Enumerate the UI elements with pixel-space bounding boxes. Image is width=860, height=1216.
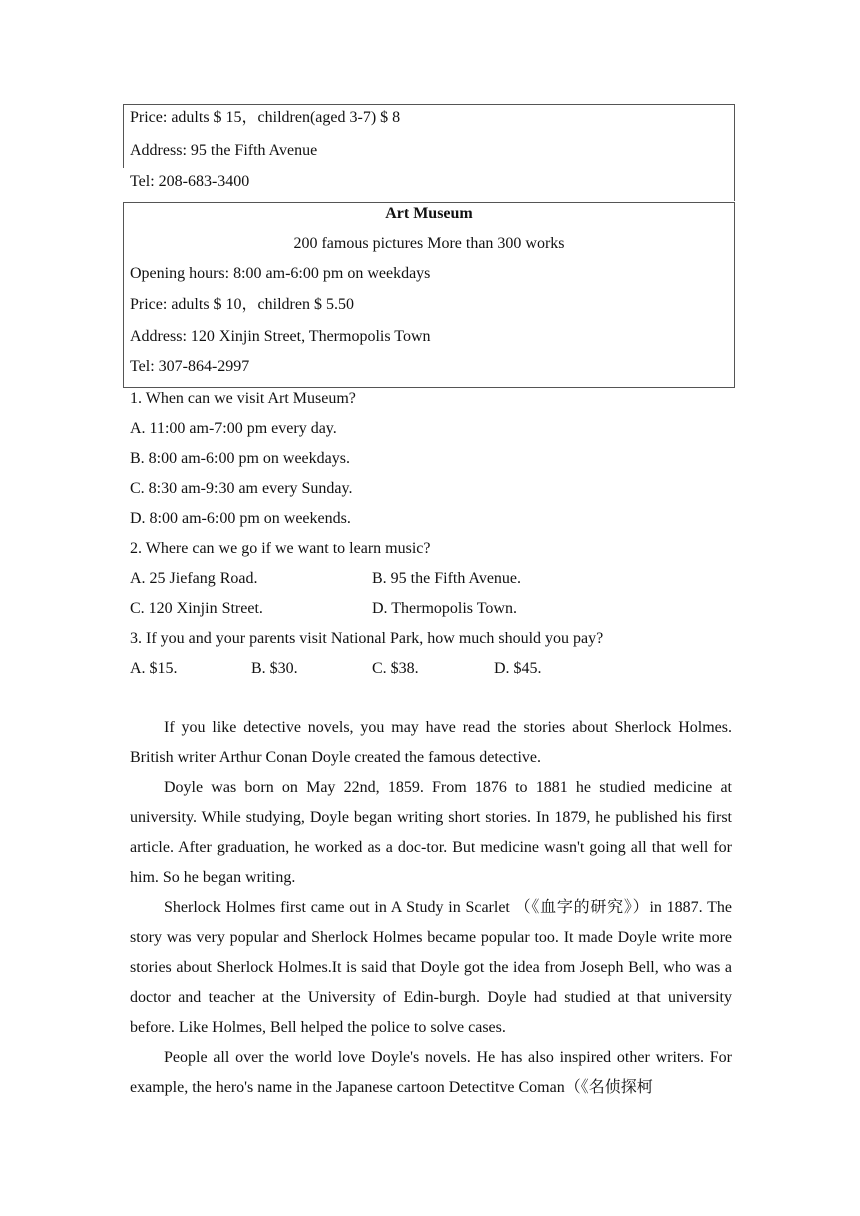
q1-option-a: A. 11:00 am-7:00 pm every day. bbox=[130, 420, 337, 437]
q3-option-c: C. $38. bbox=[372, 660, 419, 677]
question-1: 1. When can we visit Art Museum? bbox=[130, 390, 356, 407]
q2-option-a: A. 25 Jiefang Road. bbox=[130, 570, 258, 587]
q3-option-a: A. $15. bbox=[130, 660, 178, 677]
art-museum-subtitle: 200 famous pictures More than 300 works bbox=[293, 235, 565, 252]
q2-option-d: D. Thermopolis Town. bbox=[372, 600, 517, 617]
passage-paragraph-2: Doyle was born on May 22nd, 1859. From 1876 to 1881 he studied medicine at university. While studying, Doyle began writing short stories. In 1879, he published his first article. After graduation, he worked as a doc-tor. But medicine wasn't going all that well for him. So he began writing. bbox=[130, 779, 732, 886]
question-3: 3. If you and your parents visit National Park, how much should you pay? bbox=[130, 630, 604, 647]
passage-paragraph-4: People all over the world love Doyle's novels. He has also inspired other writers. For example, the hero's name in the Japanese cartoon Detectitve Coman（《名侦探柯 bbox=[130, 1049, 732, 1096]
q1-option-c: C. 8:30 am-9:30 am every Sunday. bbox=[130, 480, 353, 497]
top-address: Address: 95 the Fifth Avenue bbox=[130, 142, 318, 159]
top-price: Price: adults $ 15，children(aged 3-7) $ 8 bbox=[130, 109, 401, 126]
passage-paragraph-3: Sherlock Holmes first came out in A Study in Scarlet （《血字的研究》）in 1887. The story was very popular and Sherlock Holmes became popular too. It made Doyle write more stories about Sherlock Holmes.It is said that Doyle got the idea from Joseph Bell, who was a doctor and teacher at the University of Edin-burgh. Doyle had studied at that university before. Like Holmes, Bell helped the police to solve cases. bbox=[130, 899, 732, 1036]
art-museum-hours: Opening hours: 8:00 am-6:00 pm on weekdays bbox=[130, 265, 431, 282]
q3-option-b: B. $30. bbox=[251, 660, 298, 677]
q2-option-b: B. 95 the Fifth Avenue. bbox=[372, 570, 522, 587]
box-gap bbox=[123, 168, 124, 202]
q3-option-d: D. $45. bbox=[494, 660, 542, 677]
art-museum-address: Address: 120 Xinjin Street, Thermopolis Town bbox=[130, 328, 431, 345]
top-tel: Tel: 208-683-3400 bbox=[130, 173, 250, 190]
q2-option-c: C. 120 Xinjin Street. bbox=[130, 600, 263, 617]
art-museum-tel: Tel: 307-864-2997 bbox=[130, 358, 250, 375]
art-museum-title: Art Museum bbox=[385, 205, 473, 222]
passage-paragraph-1: If you like detective novels, you may have read the stories about Sherlock Holmes. British writer Arthur Conan Doyle created the famous detective. bbox=[130, 719, 732, 766]
question-2: 2. Where can we go if we want to learn music? bbox=[130, 540, 431, 557]
art-museum-price: Price: adults $ 10，children $ 5.50 bbox=[130, 296, 354, 313]
q1-option-b: B. 8:00 am-6:00 pm on weekdays. bbox=[130, 450, 350, 467]
reading-passage bbox=[130, 713, 732, 1103]
q1-option-d: D. 8:00 am-6:00 pm on weekends. bbox=[130, 510, 351, 527]
